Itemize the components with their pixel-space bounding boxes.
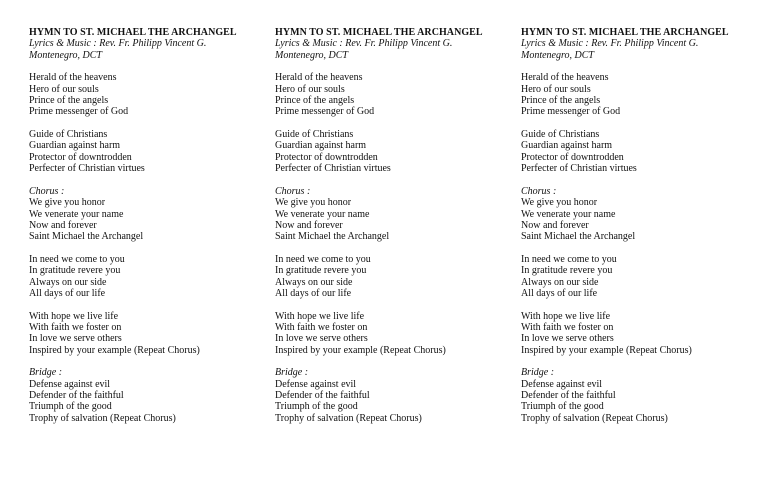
lyric-line: All days of our life [29,287,106,299]
lyric-line: Prince of the angels [521,95,601,107]
lyric-line: Prince of the angels [275,95,355,107]
lyric-line: Prime messenger of God [521,106,621,118]
lyric-line: Guardian against harm [521,140,613,152]
lyric-line: Guide of Christians [29,129,108,141]
lyric-line: Saint Michael the Archangel [275,231,390,243]
stanza-2 [521,129,761,174]
stanza-4 [29,311,269,356]
lyric-line: Herald of the heavens [275,72,363,84]
lyric-line: We give you honor [521,197,598,209]
lyric-line: Hero of our souls [521,83,591,95]
lyric-line: Guardian against harm [29,140,121,152]
lyric-line: With faith we foster on [275,321,368,333]
lyric-line: All days of our life [275,287,352,299]
lyric-line: Triumph of the good [275,401,358,413]
hymn-credits [521,38,761,61]
lyric-line: Defender of the faithful [521,390,616,401]
chorus [29,186,269,243]
credits-line-2: Montenegro, DCT [521,49,594,61]
bridge [29,367,269,424]
credits-line-1: Lyrics & Music : Rev. Fr. Philipp Vincent G. [275,38,453,50]
lyric-line: Defense against evil [29,378,111,390]
stanza-4 [275,311,515,356]
lyric-line: Always on our side [521,276,599,288]
lyric-line: Always on our side [275,276,353,288]
stanza-2 [29,129,269,174]
lyric-line: Prime messenger of God [29,106,129,118]
lyric-line: In love we serve others [275,333,368,345]
lyric-line: Perfecter of Christian virtues [275,163,391,175]
stanza-1 [29,72,269,117]
lyric-line: Protector of downtrodden [275,151,378,163]
credits-line-1: Lyrics & Music : Rev. Fr. Philipp Vincent G. [29,38,207,50]
lyric-line: With faith we foster on [521,321,614,333]
lyric-line: Inspired by your example (Repeat Chorus) [29,344,200,356]
lyric-line: Protector of downtrodden [521,151,624,163]
stanza-1 [275,72,515,117]
chorus-label: Chorus : [275,185,311,197]
bridge-label: Bridge : [275,367,309,379]
lyric-line: We give you honor [275,197,352,209]
lyric-line: Now and forever [521,219,589,231]
lyric-line: Herald of the heavens [521,72,609,84]
lyric-line: Inspired by your example (Repeat Chorus) [521,344,692,356]
lyric-line: Defender of the faithful [29,390,124,401]
lyric-line: Trophy of salvation (Repeat Chorus) [29,412,176,424]
lyric-line: Defense against evil [521,378,603,390]
lyric-line: Perfecter of Christian virtues [521,163,637,175]
stanza-3 [29,254,269,299]
stanza-2 [275,129,515,174]
lyric-line: We venerate your name [29,208,124,220]
lyric-line: Prime messenger of God [275,106,375,118]
lyric-line: In need we come to you [29,253,125,265]
lyric-line: Guide of Christians [275,129,354,141]
lyric-line: Perfecter of Christian virtues [29,163,145,175]
lyric-line: Trophy of salvation (Repeat Chorus) [275,412,422,424]
hymn-credits [275,38,515,61]
lyric-line: Trophy of salvation (Repeat Chorus) [521,412,668,424]
stanza-4 [521,311,761,356]
bridge-label: Bridge : [29,367,63,379]
lyric-line: In need we come to you [275,253,371,265]
lyric-line: With hope we live life [275,310,365,322]
lyric-line: Now and forever [29,219,97,231]
lyric-line: Guardian against harm [275,140,367,152]
stanza-1 [521,72,761,117]
lyric-line: Inspired by your example (Repeat Chorus) [275,344,446,356]
lyric-line: With hope we live life [29,310,119,322]
chorus-label: Chorus : [521,185,557,197]
lyric-line: Guide of Christians [521,129,600,141]
stanza-3 [521,254,761,299]
bridge [275,367,515,424]
lyric-line: With faith we foster on [29,321,122,333]
lyric-line: In gratitude revere you [29,265,121,277]
lyric-line: In gratitude revere you [521,265,613,277]
lyric-line: Defense against evil [275,378,357,390]
hymn-title: HYMN TO ST. MICHAEL THE ARCHANGEL [275,27,483,38]
lyric-line: In love we serve others [29,333,122,345]
hymn-copy-3 [521,27,761,424]
chorus-label: Chorus : [29,185,65,197]
chorus [521,186,761,243]
hymn-title: HYMN TO ST. MICHAEL THE ARCHANGEL [521,27,729,38]
lyric-line: Triumph of the good [521,401,604,413]
lyric-line: Triumph of the good [29,401,112,413]
lyric-line: We venerate your name [275,208,370,220]
hymn-copy-1 [29,27,269,424]
stanza-3 [275,254,515,299]
lyric-line: All days of our life [521,287,598,299]
lyric-line: Saint Michael the Archangel [29,231,144,243]
chorus [275,186,515,243]
lyric-line: In need we come to you [521,253,617,265]
lyric-line: Prince of the angels [29,95,109,107]
lyric-line: Saint Michael the Archangel [521,231,636,243]
bridge-label: Bridge : [521,367,555,379]
lyric-line: We venerate your name [521,208,616,220]
hymn-title: HYMN TO ST. MICHAEL THE ARCHANGEL [29,27,237,38]
lyric-line: Protector of downtrodden [29,151,132,163]
lyric-line: With hope we live life [521,310,611,322]
bridge [521,367,761,424]
lyric-line: Defender of the faithful [275,390,370,401]
credits-line-1: Lyrics & Music : Rev. Fr. Philipp Vincent G. [521,38,699,50]
lyric-line: Hero of our souls [275,83,345,95]
lyric-line: In love we serve others [521,333,614,345]
lyric-line: Now and forever [275,219,343,231]
lyric-line: In gratitude revere you [275,265,367,277]
lyric-line: Herald of the heavens [29,72,117,84]
lyric-line: Always on our side [29,276,107,288]
credits-line-2: Montenegro, DCT [275,49,348,61]
hymn-credits [29,38,269,61]
credits-line-2: Montenegro, DCT [29,49,102,61]
hymn-copy-2 [275,27,515,424]
lyric-line: Hero of our souls [29,83,99,95]
lyric-line: We give you honor [29,197,106,209]
